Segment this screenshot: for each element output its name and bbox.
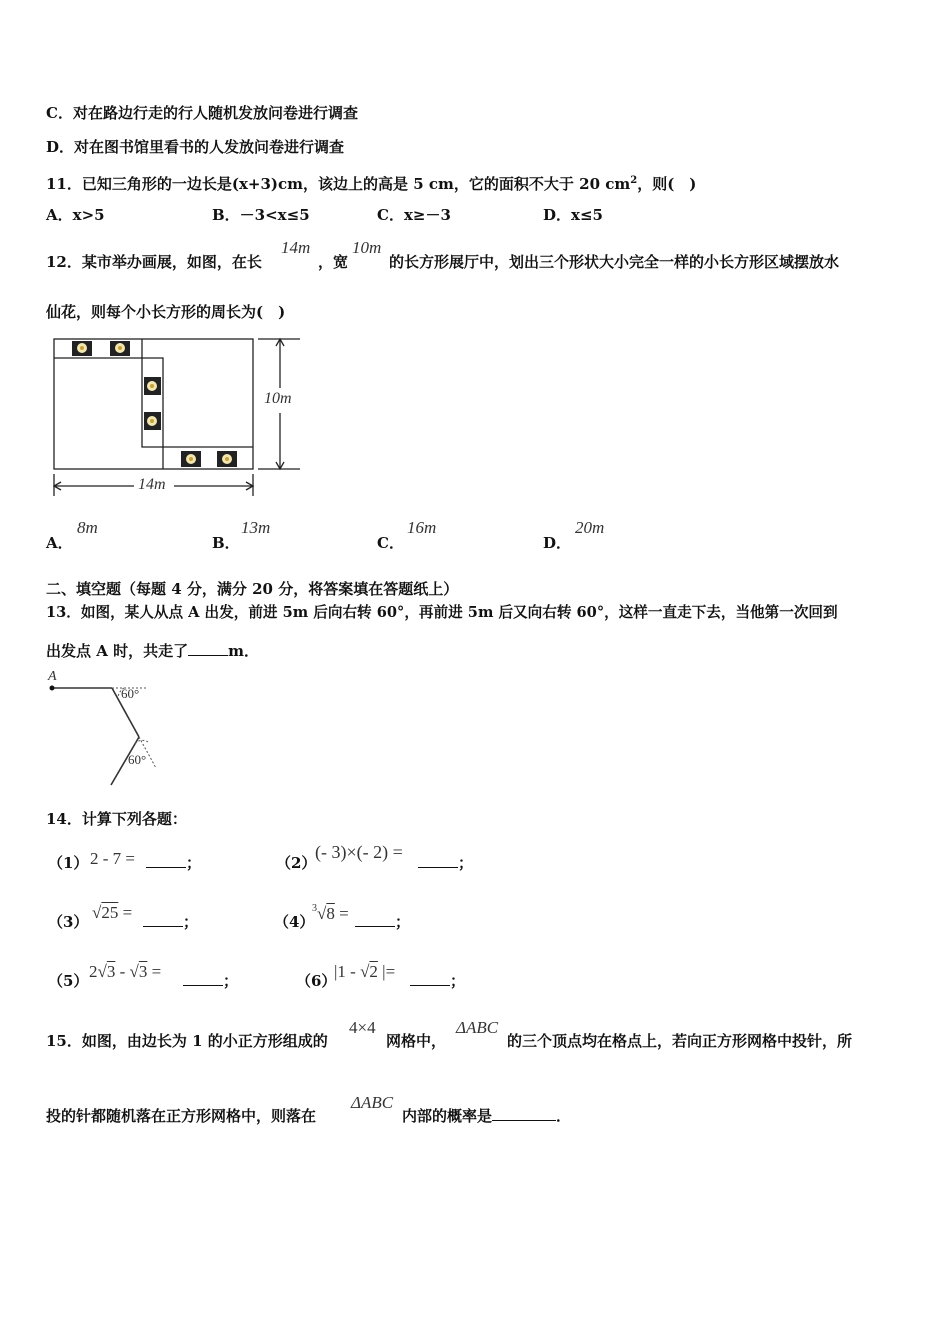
- answer-blank[interactable]: [146, 853, 186, 868]
- separator: ；: [183, 913, 199, 931]
- q12-option-b-label: B．: [212, 534, 240, 552]
- answer-blank[interactable]: [418, 853, 458, 868]
- separator: ；: [450, 972, 466, 990]
- item-4-answer: [355, 912, 410, 932]
- answer-blank[interactable]: [492, 1106, 556, 1121]
- question-14: 14．计算下列各题：: [46, 810, 187, 828]
- question-13: 13．如图，某人从点 A 出发，前进 5m 后向右转 60°，再前进 5m 后又向右转 60°，这样一直走下去，当他第一次回到: [46, 604, 838, 621]
- question-15-part2: 网格中，: [386, 1032, 447, 1050]
- q15-triangle: ΔABC: [456, 1018, 499, 1037]
- question-15-line2-end: [402, 1106, 571, 1126]
- radicand: 3: [138, 962, 148, 981]
- q12-width: 10m: [352, 238, 382, 257]
- q11-text: 11．已知三角形的一边长是(x+3)cm，该边上的高是 5 cm，它的面积不大于 20 cm: [46, 175, 631, 193]
- item-2-answer: [418, 853, 473, 873]
- sqrt-icon: √: [360, 962, 370, 981]
- question-15-part1: 15．如图，由边长为 1 的小正方形组成的: [46, 1032, 328, 1050]
- q12-sep: ，宽: [318, 253, 349, 271]
- item-2-label: （2）: [276, 854, 317, 872]
- item-6-expr: |1 - √2 |=: [334, 962, 396, 981]
- q11-option-a: A．x>5: [46, 206, 105, 224]
- radicand: 8: [326, 904, 335, 923]
- q12-option-d-label: D．: [543, 534, 572, 552]
- question-12-part2: 的长方形展厅中，划出三个形状大小完全一样的小长方形区域摆放水: [389, 253, 840, 271]
- sqrt-icon: √: [92, 903, 102, 922]
- item-4-label: （4）: [274, 913, 315, 931]
- q12-option-b-value: 13m: [241, 518, 271, 537]
- item-1-label: （1）: [48, 854, 89, 872]
- item-6-answer: [410, 971, 465, 991]
- sqrt-icon: √: [97, 962, 107, 981]
- separator: ；: [186, 854, 202, 872]
- radicand: 25: [101, 903, 119, 922]
- q11-superscript: 2: [630, 175, 638, 186]
- answer-blank[interactable]: [183, 971, 223, 986]
- item-5-label: （5）: [48, 972, 89, 990]
- section-heading: 二、填空题（每题 4 分，满分 20 分，将答案填在答题纸上）: [46, 580, 459, 598]
- item-4-expr: $^3$√8 =: [312, 903, 349, 923]
- q11-option-d: D．x≤5: [543, 206, 603, 224]
- option-c: C．对在路边行走的行人随机发放问卷进行调查: [46, 104, 358, 122]
- fig-width-label: 14m: [138, 476, 166, 493]
- answer-blank[interactable]: [355, 912, 395, 927]
- q15-period: ．: [556, 1107, 572, 1125]
- item-3-answer: [143, 912, 198, 932]
- radicand: 2: [369, 962, 378, 981]
- answer-blank[interactable]: [410, 971, 450, 986]
- angle-label-1: 60°: [121, 686, 140, 701]
- item-5-answer: [183, 971, 238, 991]
- q11-option-b: B．－3<x≤5: [212, 206, 310, 224]
- q12-option-d-value: 20m: [575, 518, 605, 537]
- q12-option-a-label: A．: [46, 534, 73, 552]
- sqrt-icon: √: [129, 962, 139, 981]
- item-3-label: （3）: [48, 913, 89, 931]
- q11-option-c: C．x≥－3: [377, 206, 451, 224]
- point-a-label: A: [48, 669, 57, 684]
- q12-length: 14m: [281, 238, 311, 257]
- q13-unit: m．: [228, 642, 259, 660]
- question-12-part1: 12．某市举办画展，如图，在长: [46, 253, 262, 271]
- item-1-expr: 2 - 7 =: [90, 849, 135, 868]
- angle-label-2: 60°: [128, 752, 147, 767]
- q15-text: 内部的概率是: [402, 1107, 493, 1125]
- q12-option-a-value: 8m: [77, 518, 98, 537]
- fig-height-label: 10m: [264, 390, 292, 407]
- item-2-expr: (- 3)×(- 2) =: [315, 842, 403, 862]
- item-1-answer: [146, 853, 201, 873]
- q12-option-c-value: 16m: [407, 518, 437, 537]
- item-3-expr: √25 =: [92, 903, 133, 922]
- separator: ；: [223, 972, 239, 990]
- option-d: D．对在图书馆里看书的人发放问卷进行调查: [46, 138, 345, 156]
- q11-text-end: ，则( ): [637, 175, 697, 193]
- q15-triangle-2: ΔABC: [351, 1093, 394, 1112]
- q12-option-c-label: C．: [377, 534, 404, 552]
- question-15-part3: 的三个顶点均在格点上，若向正方形网格中投针，所: [507, 1032, 853, 1050]
- question-12-line2: 仙花，则每个小长方形的周长为( ): [46, 303, 286, 321]
- separator: ；: [458, 854, 474, 872]
- q15-grid-size: 4×4: [349, 1018, 376, 1037]
- question-15-line2: 投的针都随机落在正方形网格中，则落在: [46, 1107, 317, 1125]
- q13-text: 出发点 A 时，共走了: [46, 642, 189, 660]
- answer-blank[interactable]: [143, 912, 183, 927]
- item-6-label: （6）: [296, 972, 337, 990]
- root-index: 3: [312, 903, 317, 914]
- point-a: [50, 686, 55, 691]
- separator: ；: [395, 913, 411, 931]
- item-5-expr: 2√3 - √3 =: [89, 962, 162, 981]
- radicand: 3: [106, 962, 116, 981]
- cube-root-icon: √: [317, 904, 327, 923]
